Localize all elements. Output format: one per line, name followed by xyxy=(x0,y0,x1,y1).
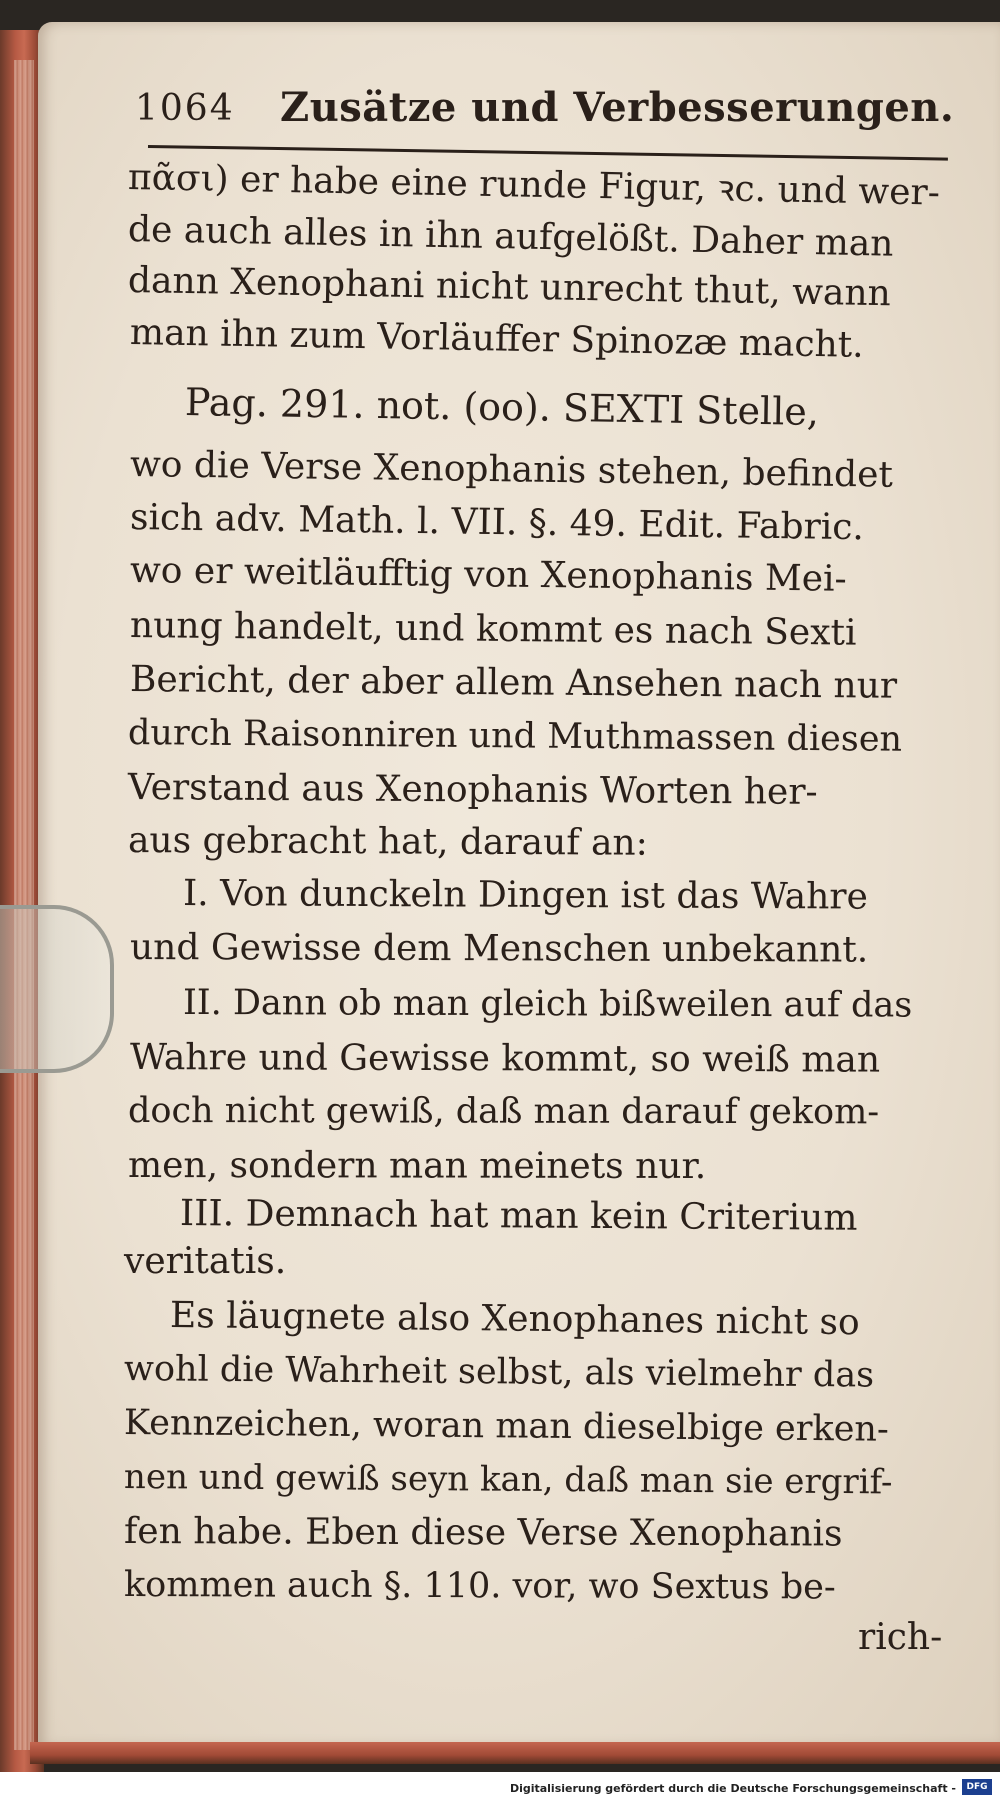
header-rule xyxy=(148,145,948,161)
dfg-logo-icon: DFG xyxy=(962,1779,992,1795)
text-line: men, sondern man meinets nur. xyxy=(127,1145,707,1188)
text-line: de auch alles in ihn aufgelößt. Daher man xyxy=(127,209,894,265)
text-line: I. Von dunckeln Dingen ist das Wahre xyxy=(182,873,868,918)
text-line: und Gewisse dem Menschen unbekannt. xyxy=(129,927,869,971)
text-line: Verstand aus Xenophanis Worten her- xyxy=(127,767,818,813)
funding-credit: Digitalisierung gefördert durch die Deutsche Forschungsgemeinschaft - xyxy=(509,1782,956,1795)
text-line: III. Demnach hat man kein Criterium xyxy=(179,1193,858,1239)
text-line: man ihn zum Vorläuffer Spinozæ macht. xyxy=(129,312,865,366)
text-line: wohl die Wahrheit selbst, als vielmehr das xyxy=(123,1349,875,1396)
text-line: Kennzeichen, woran man dieselbige erken- xyxy=(123,1403,889,1450)
text-line: πᾶσι) er habe eine runde Figur, ꝛc. und wer- xyxy=(127,157,941,214)
text-line: fen habe. Eben diese Verse Xenophanis xyxy=(123,1511,843,1555)
text-line: sich adv. Math. l. VII. §. 49. Edit. Fabric. xyxy=(129,497,865,549)
text-line: wo die Verse Xenophanis stehen, befindet xyxy=(129,444,894,496)
digitization-footer xyxy=(0,1772,1000,1805)
text-line: Wahre und Gewisse kommt, so weiß man xyxy=(129,1037,881,1081)
text-line: Pag. 291. not. (oo). SEXTI Stelle, xyxy=(184,380,820,434)
running-title: Zusätze und Verbesserungen. xyxy=(280,84,955,131)
text-line: II. Dann ob man gleich bißweilen auf das xyxy=(182,983,913,1026)
text-line: doch nicht gewiß, daß man darauf gekom- xyxy=(127,1091,880,1133)
text-line: veritatis. xyxy=(124,1241,287,1282)
text-line: dann Xenophani nicht unrecht thut, wann xyxy=(127,260,892,315)
text-line: kommen auch §. 110. vor, wo Sextus be- xyxy=(123,1565,836,1608)
text-line: durch Raisonniren und Muthmassen diesen xyxy=(127,713,903,760)
text-line: wo er weitläufftig von Xenophanis Mei- xyxy=(129,550,847,600)
text-line: Bericht, der aber allem Ansehen nach nur xyxy=(129,659,898,707)
text-line: rich- xyxy=(858,1617,943,1658)
text-line: nen und gewiß seyn kan, daß man sie ergrif- xyxy=(123,1457,893,1503)
page-number: 1064 xyxy=(135,88,235,129)
text-line: nung handelt, und kommt es nach Sexti xyxy=(129,605,857,654)
text-line: aus gebracht hat, darauf an: xyxy=(127,820,648,864)
text-line: Es läugnete also Xenophanes nicht so xyxy=(169,1295,860,1344)
